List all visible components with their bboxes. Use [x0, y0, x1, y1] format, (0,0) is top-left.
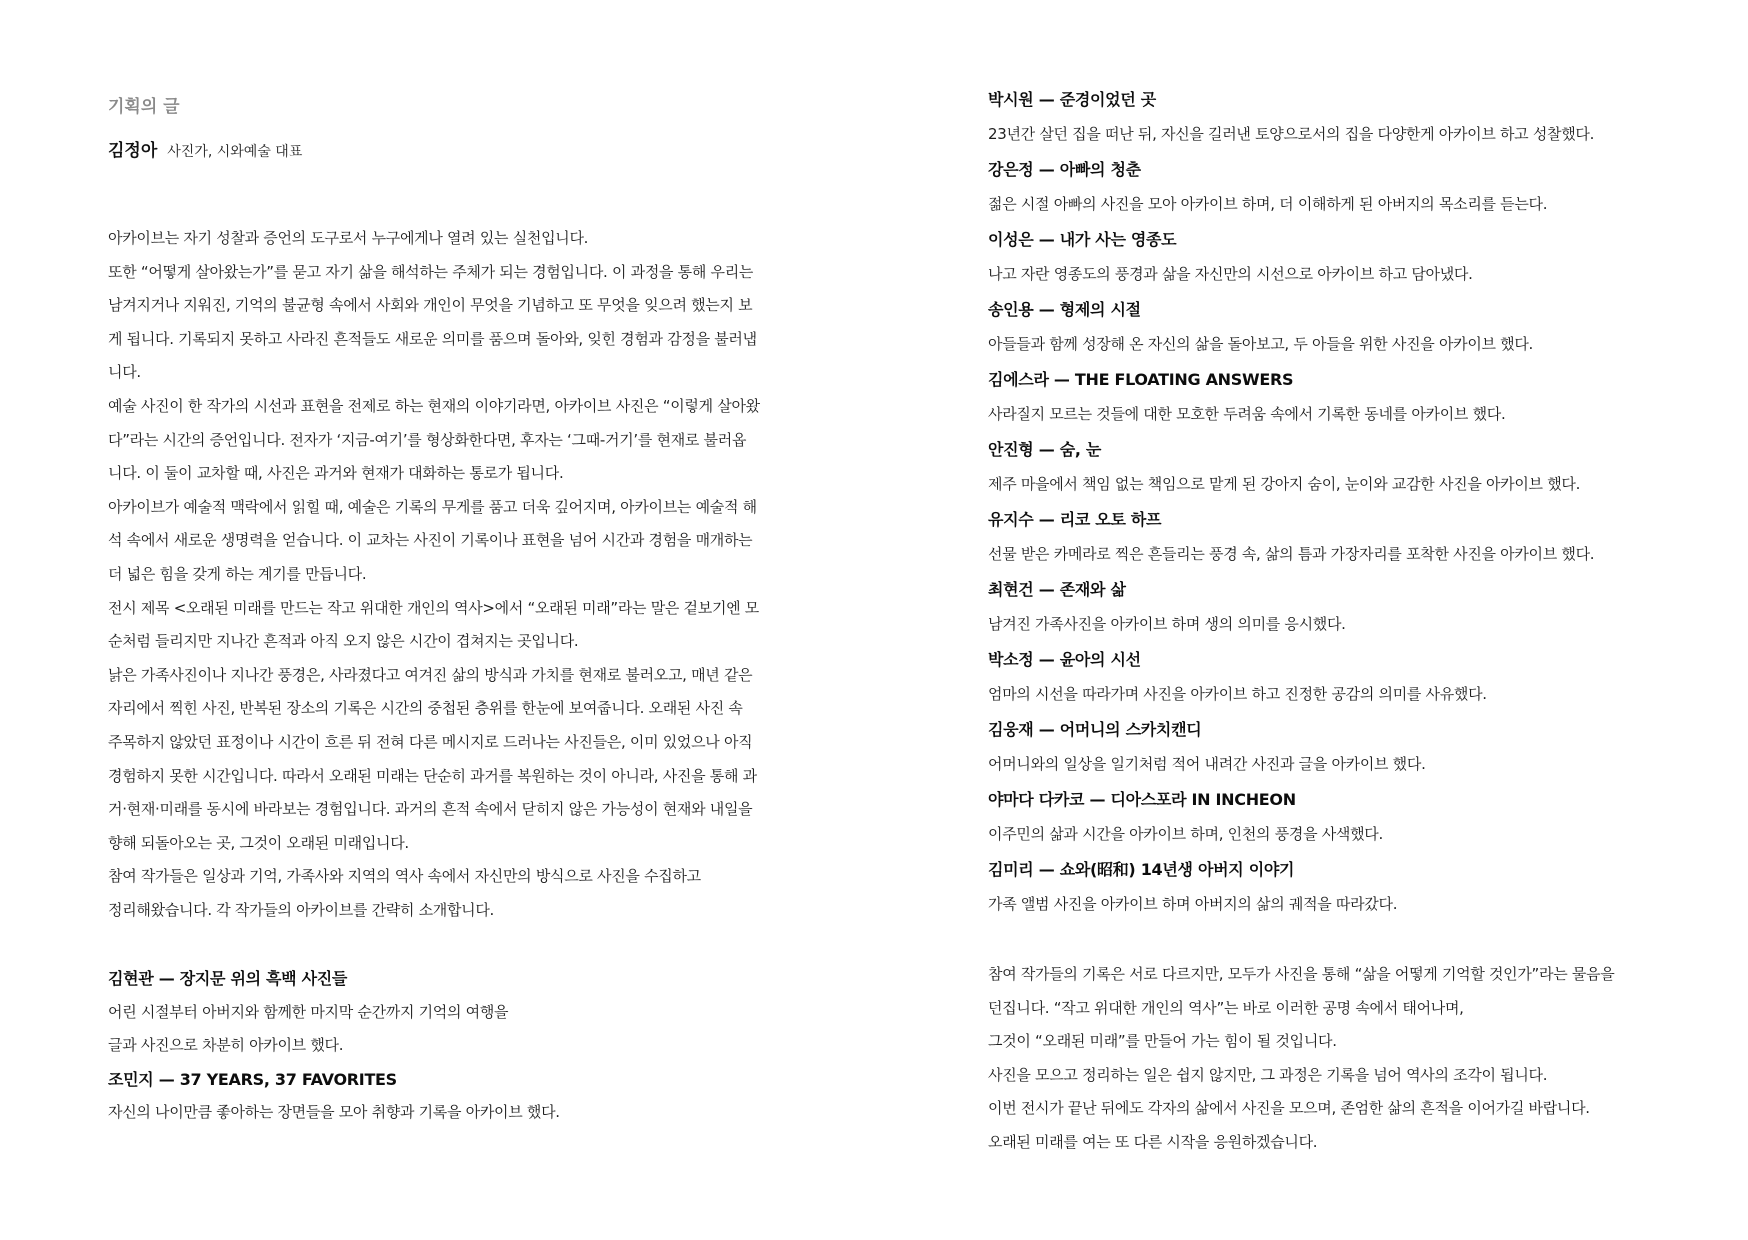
- closing-text: [988, 958, 1688, 1160]
- intro-line: 주목하지 않았던 표정이나 시간이 흐른 뒤 전혀 다른 메시지로 드러나는 사진들은, 이미 있었으나 아직: [108, 732, 753, 751]
- artist-entry-title: 유지수 — 리코 오토 하프: [988, 510, 1162, 529]
- intro-line: 니다. 이 둘이 교차할 때, 사진은 과거와 현재가 대화하는 통로가 됩니다.: [108, 464, 564, 483]
- artist-entry-title: 김웅재 — 어머니의 스카치캔디: [988, 720, 1202, 739]
- artist-entry-desc: 아들들과 함께 성장해 온 자신의 삶을 돌아보고, 두 아들을 위한 사진을 아카이브 했다.: [988, 335, 1534, 353]
- closing-line: 오래된 미래를 여는 또 다른 시작을 응원하겠습니다.: [988, 1132, 1318, 1151]
- artist-entry-desc: 남겨진 가족사진을 아카이브 하며 생의 의미를 응시했다.: [988, 615, 1346, 633]
- intro-line: 정리해왔습니다. 각 작가들의 아카이브를 간략히 소개합니다.: [108, 900, 495, 919]
- artist-entry-desc: 제주 마을에서 책임 없는 책임으로 맡게 된 강아지 숨이, 눈이와 교감한 사진을 아카이브 했다.: [988, 475, 1581, 493]
- left-artist-entries: [108, 962, 808, 1130]
- intro-line: 순처럼 들리지만 지나간 흔적과 아직 오지 않은 시간이 겹쳐지는 곳입니다.: [108, 632, 579, 651]
- author-name: 김정아: [108, 141, 158, 161]
- artist-entry-desc: 엄마의 시선을 따라가며 사진을 아카이브 하고 진정한 공감의 의미를 사유했다.: [988, 685, 1487, 703]
- intro-line: 거·현재·미래를 동시에 바라보는 경험입니다. 과거의 흔적 속에서 닫히지 않은 가능성이 현재와 내일을: [108, 800, 753, 819]
- intro-line: 자리에서 찍힌 사진, 반복된 장소의 기록은 시간의 중첩된 층위를 한눈에 보여줍니다. 오래된 사진 속: [108, 699, 743, 718]
- intro-line: 더 넓은 힘을 갖게 하는 계기를 만듭니다.: [108, 564, 367, 583]
- closing-line: 그것이 “오래된 미래”를 만들어 가는 힘이 될 것입니다.: [988, 1032, 1337, 1051]
- artist-entry-title: 조민지 — 37 YEARS, 37 FAVORITES: [108, 1069, 397, 1089]
- artist-entry-desc: 젊은 시절 아빠의 사진을 모아 아카이브 하며, 더 이해하게 된 아버지의 목소리를 듣는다.: [988, 195, 1548, 213]
- artist-entry-desc: 이주민의 삶과 시간을 아카이브 하며, 인천의 풍경을 사색했다.: [988, 825, 1383, 843]
- intro-line: 다”라는 시간의 증언입니다. 전자가 ‘지금-여기’를 형상화한다면, 후자는 ‘그때-거기’를 현재로 불러옵: [108, 430, 747, 449]
- artist-entry-title: 박소정 — 윤아의 시선: [988, 650, 1141, 669]
- artist-entry-desc: 23년간 살던 집을 떠난 뒤, 자신을 길러낸 토양으로서의 집을 다양한게 아카이브 하고 성찰했다.: [988, 125, 1595, 143]
- artist-entry-title: 야마다 다카코 — 디아스포라 IN INCHEON: [988, 790, 1296, 809]
- intro-line: 참여 작가들은 일상과 기억, 가족사와 지역의 역사 속에서 자신만의 방식으로 사진을 수집하고: [108, 867, 701, 886]
- intro-line: 예술 사진이 한 작가의 시선과 표현을 전제로 하는 현재의 이야기라면, 아카이브 사진은 “이렇게 살아왔: [108, 396, 760, 415]
- artist-entry-desc: 가족 앨범 사진을 아카이브 하며 아버지의 삶의 궤적을 따라갔다.: [988, 895, 1398, 913]
- right-artist-entries: [988, 82, 1688, 922]
- intro-line: 게 됩니다. 기록되지 못하고 사라진 흔적들도 새로운 의미를 품으며 돌아와, 잊힌 경험과 감정을 불러냅: [108, 329, 757, 348]
- author-line: [108, 136, 302, 161]
- artist-entry-desc: 선물 받은 카메라로 찍은 흔들리는 풍경 속, 삶의 틈과 가장자리를 포착한 사진을 아카이브 했다.: [988, 545, 1595, 563]
- artist-entry-title: 김현관 — 장지문 위의 흑백 사진들: [108, 969, 348, 988]
- intro-line: 향해 되돌아오는 곳, 그것이 오래된 미래입니다.: [108, 833, 409, 852]
- artist-entry-title: 최현건 — 존재와 삶: [988, 580, 1126, 599]
- intro-text: [108, 222, 808, 927]
- artist-entry-title: 이성은 — 내가 사는 영종도: [988, 230, 1177, 249]
- closing-line: 이번 전시가 끝난 뒤에도 각자의 삶에서 사진을 모으며, 존엄한 삶의 흔적을 이어가길 바랍니다.: [988, 1099, 1590, 1118]
- artist-entry-desc: 글과 사진으로 차분히 아카이브 했다.: [108, 1036, 344, 1055]
- artist-entry-title: 김에스라 — THE FLOATING ANSWERS: [988, 370, 1294, 389]
- intro-line: 낡은 가족사진이나 지나간 풍경은, 사라졌다고 여겨진 삶의 방식과 가치를 현재로 불러오고, 매년 같은: [108, 665, 753, 684]
- artist-entry-desc: 어머니와의 일상을 일기처럼 적어 내려간 사진과 글을 아카이브 했다.: [988, 755, 1426, 773]
- intro-line: 또한 “어떻게 살아왔는가”를 묻고 자기 삶을 해석하는 주체가 되는 경험입니다. 이 과정을 통해 우리는: [108, 262, 754, 281]
- closing-line: 던집니다. “작고 위대한 개인의 역사”는 바로 이러한 공명 속에서 태어나며,: [988, 998, 1464, 1017]
- artist-entry-desc: 자신의 나이만큼 좋아하는 장면들을 모아 취향과 기록을 아카이브 했다.: [108, 1103, 560, 1122]
- artist-entry-title: 김미리 — 쇼와(昭和) 14년생 아버지 이야기: [988, 860, 1295, 879]
- artist-entry-title: 안진형 — 숨, 눈: [988, 440, 1102, 459]
- artist-entry-desc: 어린 시절부터 아버지와 함께한 마지막 순간까지 기억의 여행을: [108, 1002, 509, 1021]
- intro-line: 경험하지 못한 시간입니다. 따라서 오래된 미래는 단순히 과거를 복원하는 것이 아니라, 사진을 통해 과: [108, 766, 757, 785]
- artist-entry-desc: 사라질지 모르는 것들에 대한 모호한 두려움 속에서 기록한 동네를 아카이브 했다.: [988, 405, 1506, 423]
- intro-line: 아카이브가 예술적 맥락에서 읽힐 때, 예술은 기록의 무게를 품고 더욱 깊어지며, 아카이브는 예술적 해: [108, 497, 757, 516]
- artist-entry-title: 박시원 — 준경이었던 곳: [988, 90, 1156, 109]
- section-label: 기획의 글: [108, 97, 180, 117]
- intro-line: 남겨지거나 지워진, 기억의 불균형 속에서 사회와 개인이 무엇을 기념하고 또 무엇을 잊으려 했는지 보: [108, 296, 753, 315]
- author-role: 사진가, 시와예술 대표: [167, 144, 303, 160]
- intro-line: 석 속에서 새로운 생명력을 얻습니다. 이 교차는 사진이 기록이나 표현을 넘어 시간과 경험을 매개하는: [108, 531, 753, 550]
- artist-entry-desc: 나고 자란 영종도의 풍경과 삶을 자신만의 시선으로 아카이브 하고 담아냈다.: [988, 265, 1473, 283]
- intro-line: 전시 제목 <오래된 미래를 만드는 작고 위대한 개인의 역사>에서 “오래된 미래”라는 말은 겉보기엔 모: [108, 598, 759, 617]
- closing-line: 참여 작가들의 기록은 서로 다르지만, 모두가 사진을 통해 “삶을 어떻게 기억할 것인가”라는 물음을: [988, 965, 1615, 983]
- closing-line: 사진을 모으고 정리하는 일은 쉽지 않지만, 그 과정은 기록을 넘어 역사의 조각이 됩니다.: [988, 1065, 1548, 1084]
- artist-entry-title: 송인용 — 형제의 시절: [988, 300, 1141, 319]
- intro-line: 니다.: [108, 363, 141, 382]
- artist-entry-title: 강은정 — 아빠의 청춘: [988, 160, 1141, 179]
- intro-line: 아카이브는 자기 성찰과 증언의 도구로서 누구에게나 열려 있는 실천입니다.: [108, 229, 589, 247]
